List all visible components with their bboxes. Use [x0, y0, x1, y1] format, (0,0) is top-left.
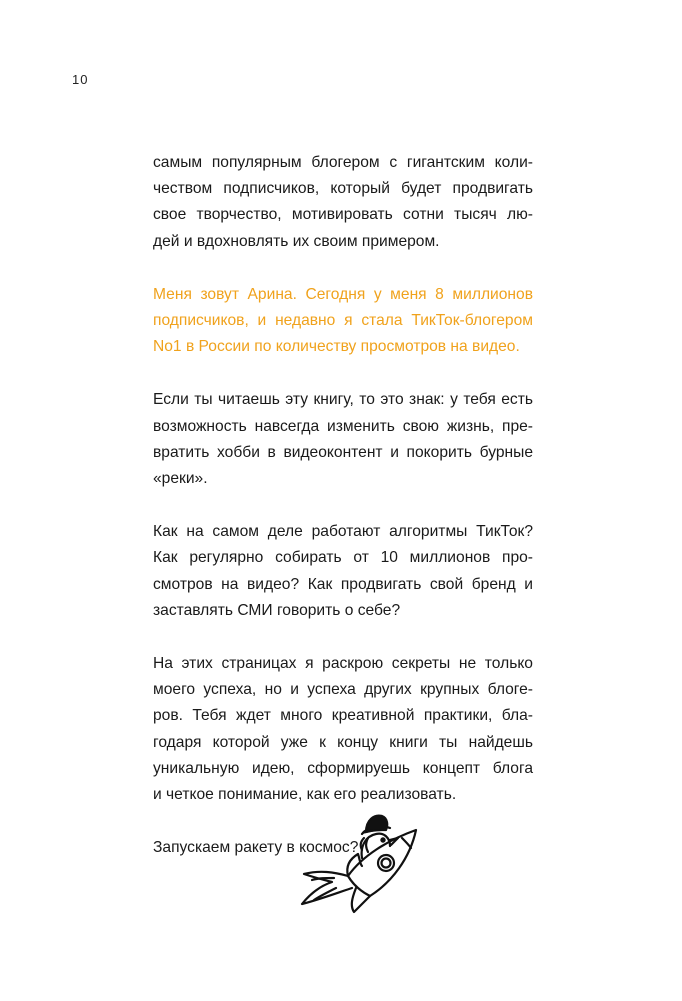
text-line: чеством подписчиков, который будет продвигать — [153, 180, 533, 198]
paragraph-intro-continuation — [153, 150, 533, 255]
text-line: моего успеха, но и успеха других крупных блоге- — [153, 681, 533, 699]
text-line: свое творчество, мотивировать сотни тысяч лю- — [153, 206, 533, 224]
text-line: вратить хобби в видеоконтент и покорить бурные — [153, 443, 533, 461]
text-line: самым популярным блогером с гигантским коли- — [153, 154, 533, 171]
page-number: 10 — [72, 72, 89, 87]
text-line: подписчиков, и недавно я стала ТикТок-блогером — [153, 312, 533, 330]
text-line: и четкое понимание, как его реализовать. — [153, 786, 457, 804]
text-line: «реки». — [153, 470, 208, 488]
text-line: возможность навсегда изменить свою жизнь, пре- — [153, 417, 533, 435]
paragraph-secrets — [153, 651, 533, 808]
text-line: годаря которой уже к концу книги ты найдешь — [153, 733, 533, 751]
text-line: На этих страницах я раскрою секреты не только — [153, 655, 533, 673]
text-line: смотров на видео? Как продвигать свой бренд и — [153, 575, 533, 593]
text-line: Как на самом деле работают алгоритмы ТикТок? — [153, 523, 533, 541]
text-line: Запускаем ракету в космос? — [153, 839, 359, 857]
text-line: дей и вдохновлять их своим примером. — [153, 232, 440, 250]
text-line: уникальную идею, сформируешь концепт блога — [153, 759, 533, 777]
text-line: No1 в России по количеству просмотров на видео. — [153, 338, 520, 356]
text-line: Если ты читаешь эту книгу, то это знак: у тебя есть — [153, 391, 533, 409]
body-text — [153, 150, 533, 888]
rocket-with-bird-icon — [290, 808, 430, 920]
text-line: Меня зовут Арина. Сегодня у меня 8 миллионов — [153, 285, 533, 303]
paragraph-highlight — [153, 282, 533, 361]
paragraph-questions — [153, 519, 533, 624]
text-line: Как регулярно собирать от 10 миллионов про- — [153, 549, 533, 567]
paragraph-sign — [153, 387, 533, 492]
text-line: заставлять СМИ говорить о себе? — [153, 601, 401, 619]
text-line: ров. Тебя ждет много креативной практики, бла- — [153, 707, 533, 725]
